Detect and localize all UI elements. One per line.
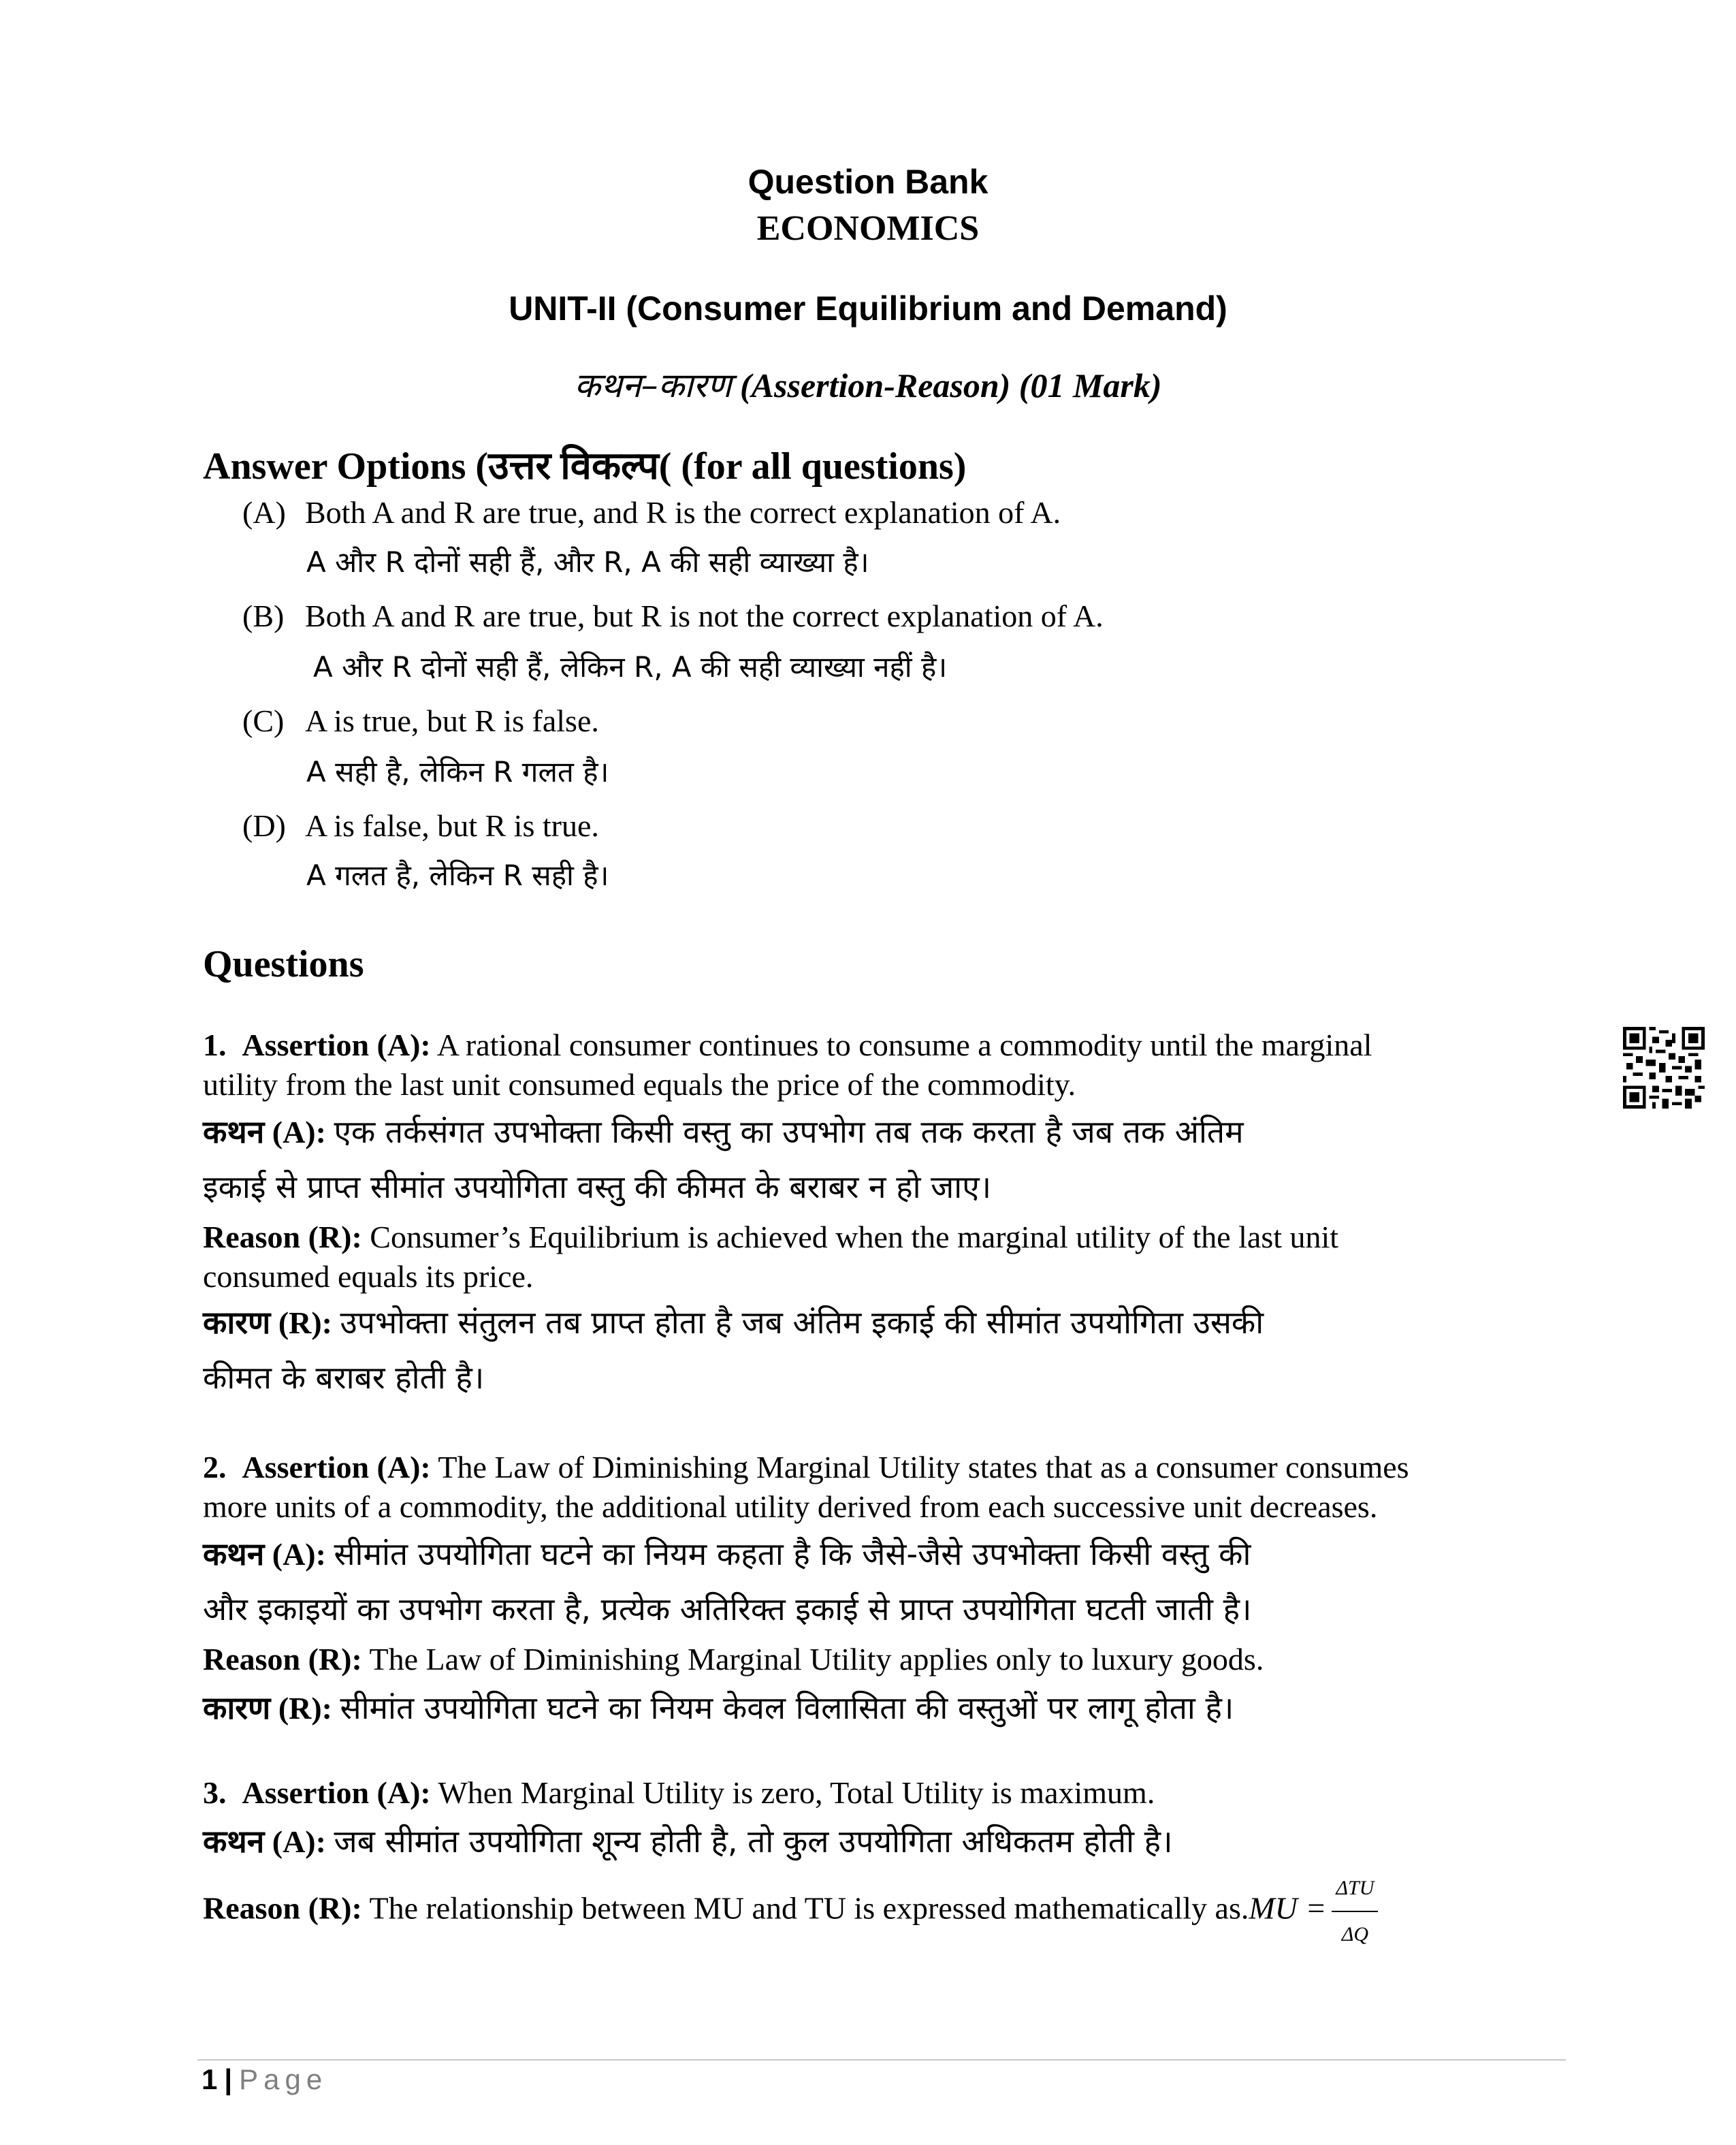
kathan-label: कथन	[203, 1536, 265, 1572]
option-b-hindi: A और R दोनों सही हैं, लेकिन R, A की सही व्याख्या नहीं है।	[313, 650, 948, 684]
q2-reason-hi	[203, 1681, 1234, 1736]
option-d-hindi: A गलत है, लेकिन R सही है।	[306, 859, 609, 892]
math-numerator: ΔTU	[1332, 1869, 1378, 1912]
q2-assertion-hi-line-2: और इकाइयों का उपभोग करता है, प्रत्येक अतिरिक्त इकाई से प्राप्त उपयोगिता घटती जाती है।	[203, 1591, 1252, 1627]
q1-reason-hi-line-1: उपभोक्ता संतुलन तब प्राप्त होता है जब अंतिम इकाई की सीमांत उपयोगिता उसकी	[340, 1304, 1264, 1341]
q3-reason-en	[203, 1869, 1378, 1954]
option-a	[242, 494, 1061, 530]
q1-reason-hi	[203, 1295, 1264, 1405]
q2-assertion-line-1: The Law of Diminishing Marginal Utility states that as a consumer consumes	[438, 1450, 1409, 1484]
karan-label: कारण	[203, 1304, 271, 1341]
assertion-label: Assertion (A):	[242, 1775, 431, 1810]
q3-reason-line-1: The relationship between MU and TU is expressed mathematically as.	[369, 1890, 1249, 1926]
q2-assertion-en	[203, 1448, 1409, 1527]
page-footer	[202, 2063, 327, 2096]
option-text-en: Both A and R are true, and R is the correct explanation of A.	[305, 495, 1061, 530]
option-a-hindi: A और R दोनों सही हैं, और R, A की सही व्याख्या है।	[306, 545, 869, 579]
option-letter: (B)	[242, 599, 285, 633]
option-text-en: A is true, but R is false.	[305, 703, 599, 738]
option-c-hindi: A सही है, लेकिन R गलत है।	[306, 755, 609, 789]
q3-assertion-hi-line-1: जब सीमांत उपयोगिता शून्य होती है, तो कुल उपयोगिता अधिकतम होती है।	[334, 1823, 1173, 1860]
option-b	[242, 598, 1104, 634]
q1-assertion-hi-line-1: एक तर्कसंगत उपभोक्ता किसी वस्तु का उपभोग तब तक करता है जब तक अंतिम	[334, 1113, 1244, 1150]
q1-reason-line-2: consumed equals its price.	[203, 1259, 534, 1294]
footer-divider	[197, 2059, 1566, 2061]
unit-title: UNIT-II (Consumer Equilibrium and Demand)	[509, 289, 1227, 328]
q3-assertion-hi	[203, 1814, 1173, 1869]
q1-assertion-line-1: A rational consumer continues to consume a commodity until the marginal	[436, 1028, 1372, 1062]
q1-assertion-line-2: utility from the last unit consumed equals the price of the commodity.	[203, 1067, 1076, 1102]
q1-assertion-hi	[203, 1105, 1244, 1215]
question-number: 1.	[203, 1028, 227, 1062]
subject-title: ECONOMICS	[756, 209, 980, 248]
q1-reason-line-1: Consumer’s Equilibrium is achieved when the marginal utility of the last unit	[370, 1220, 1339, 1254]
option-d	[242, 808, 599, 844]
page-separator: |	[224, 2063, 233, 2095]
r-mark: (R):	[278, 1305, 333, 1340]
assertion-label: Assertion (A):	[242, 1028, 431, 1062]
reason-label: Reason (R):	[203, 1220, 362, 1254]
q1-assertion-hi-line-2: इकाई से प्राप्त सीमांत उपयोगिता वस्तु की कीमत के बराबर न हो जाए।	[203, 1169, 992, 1205]
math-lhs: MU =	[1249, 1890, 1327, 1926]
q3-assertion-line-1: When Marginal Utility is zero, Total Utility is maximum.	[438, 1775, 1155, 1810]
kathan-label: कथन	[203, 1113, 265, 1150]
option-letter: (D)	[242, 808, 286, 843]
questions-heading: Questions	[203, 943, 364, 985]
q2-assertion-hi	[203, 1527, 1251, 1637]
q1-reason-hi-line-2: कीमत के बराबर होती है।	[203, 1359, 485, 1396]
question-type-hindi: कथन–कारण	[574, 366, 732, 405]
q1-assertion-en	[203, 1026, 1372, 1105]
q2-assertion-line-2: more units of a commodity, the additional utility derived from each successive unit decreases.	[203, 1489, 1378, 1524]
q1-reason-en	[203, 1218, 1338, 1297]
a-mark: (A):	[272, 1115, 326, 1149]
reason-label: Reason (R):	[203, 1642, 362, 1677]
kathan-label: कथन	[203, 1823, 265, 1860]
option-letter: (C)	[242, 703, 285, 738]
answer-options-heading: Answer Options (उत्तर विकल्प( (for all questions)	[203, 445, 967, 488]
option-letter: (A)	[242, 495, 286, 530]
reason-label: Reason (R):	[203, 1890, 362, 1926]
a-mark: (A):	[272, 1824, 326, 1859]
q2-assertion-hi-line-1: सीमांत उपयोगिता घटने का नियम कहता है कि जैसे-जैसे उपभोक्ता किसी वस्तु की	[334, 1536, 1251, 1572]
math-fraction	[1332, 1869, 1378, 1954]
math-denominator: ΔQ	[1341, 1923, 1369, 1945]
r-mark: (R):	[278, 1691, 333, 1726]
karan-label: कारण	[203, 1689, 271, 1726]
option-c	[242, 703, 599, 739]
question-bank-title: Question Bank	[748, 163, 988, 201]
assertion-label: Assertion (A):	[242, 1450, 431, 1484]
question-type-line	[0, 361, 1736, 407]
question-number: 2.	[203, 1450, 227, 1484]
option-text-en: A is false, but R is true.	[305, 808, 599, 843]
question-number: 3.	[203, 1775, 227, 1810]
q2-reason-en	[203, 1640, 1264, 1679]
page-number: 1	[202, 2063, 218, 2095]
q2-reason-hi-line-1: सीमांत उपयोगिता घटने का नियम केवल विलासिता की वस्तुओं पर लागू होता है।	[340, 1689, 1234, 1726]
page-word: Page	[239, 2063, 328, 2095]
question-type-english: (Assertion-Reason) (01 Mark)	[740, 366, 1162, 404]
qr-code-icon	[1623, 1027, 1705, 1109]
a-mark: (A):	[272, 1537, 326, 1572]
option-text-en: Both A and R are true, but R is not the correct explanation of A.	[305, 599, 1104, 633]
q2-reason-line-1: The Law of Diminishing Marginal Utility applies only to luxury goods.	[369, 1642, 1264, 1677]
q3-assertion-en	[203, 1773, 1155, 1813]
